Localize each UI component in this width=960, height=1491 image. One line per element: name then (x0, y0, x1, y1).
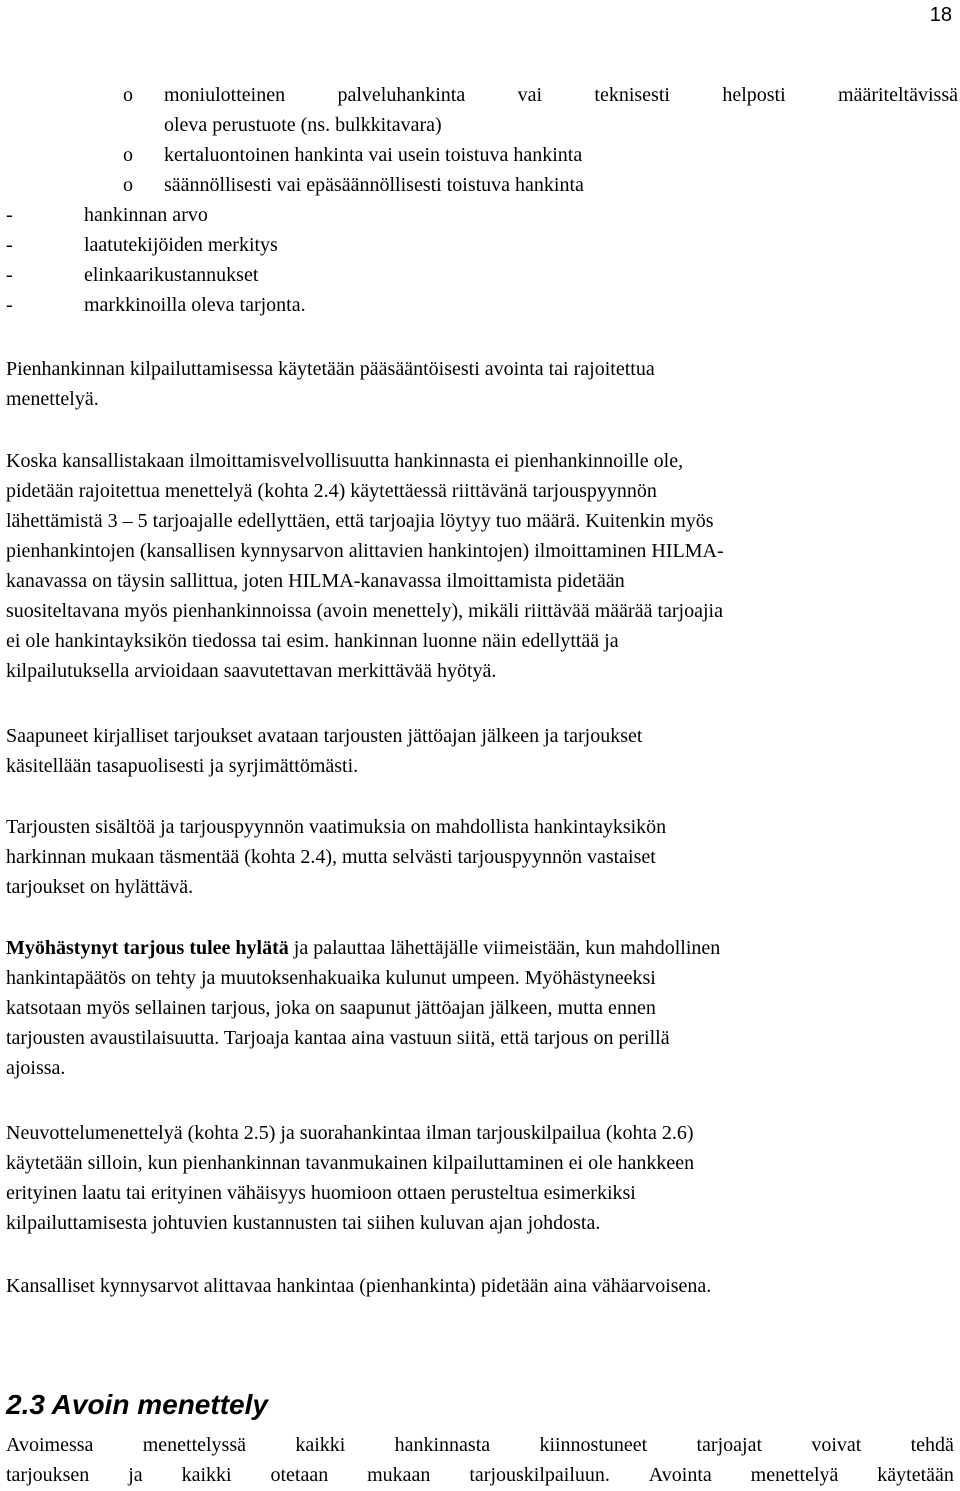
bullet-marker: o (123, 174, 133, 196)
dash-marker: - (6, 264, 13, 286)
paragraph-line: lähettämistä 3 – 5 tarjoajalle edellyttäen, että tarjoajia löytyy tuo määrä. Kuitenkin myös (6, 510, 714, 532)
word: tehdä (910, 1434, 954, 1456)
paragraph-line-justified (6, 1460, 954, 1490)
paragraph-line: ajoissa. (6, 1057, 66, 1079)
dash-item: elinkaarikustannukset (84, 264, 259, 286)
dash-marker: - (6, 234, 13, 256)
paragraph-line: kilpailuttamisesta johtuvien kustannusten tai siihen kuluvan ajan johdosta. (6, 1212, 601, 1234)
dash-marker: - (6, 204, 13, 226)
paragraph-line: käsitellään tasapuolisesti ja syrjimättömästi. (6, 755, 359, 777)
paragraph-line: Saapuneet kirjalliset tarjoukset avataan tarjousten jättöajan jälkeen ja tarjoukset (6, 725, 643, 747)
word: voivat (811, 1434, 862, 1456)
word: Avointa (648, 1464, 712, 1486)
word: käytetään (877, 1464, 954, 1486)
word: otetaan (270, 1464, 329, 1486)
word: hankinnasta (394, 1434, 491, 1456)
bullet-marker: o (123, 84, 133, 106)
bullet-marker: o (123, 144, 133, 166)
word: moniulotteinen (164, 84, 286, 106)
page-number: 18 (929, 4, 952, 26)
paragraph-line: harkinnan mukaan täsmentää (kohta 2.4), mutta selvästi tarjouspyynnön vastaiset (6, 846, 656, 868)
paragraph-line: pienhankintojen (kansallisen kynnysarvon alittavien hankintojen) ilmoittaminen HILMA- (6, 540, 724, 562)
word: kaikki (181, 1464, 232, 1486)
sub-bullet-continuation: oleva perustuote (ns. bulkkitavara) (164, 114, 442, 136)
sub-bullet-text: säännöllisesti vai epäsäännöllisesti toistuva hankinta (164, 174, 584, 196)
paragraph-line: Neuvottelumenettelyä (kohta 2.5) ja suorahankintaa ilman tarjouskilpailua (kohta 2.6) (6, 1122, 694, 1144)
sub-bullet-line (164, 80, 958, 110)
bold-lead: Myöhästynyt tarjous tulee hylätä (6, 937, 289, 959)
paragraph-line: tarjousten avaustilaisuutta. Tarjoaja kantaa aina vastuun siitä, että tarjous on perillä (6, 1027, 670, 1049)
word: menettelyssä (142, 1434, 247, 1456)
paragraph-text: ja palauttaa lähettäjälle viimeistään, kun mahdollinen (288, 937, 721, 959)
paragraph-line: tarjoukset on hylättävä. (6, 876, 194, 898)
word: tarjouksen (6, 1464, 90, 1486)
paragraph-line: käytetään silloin, kun pienhankinnan tavanmukainen kilpailuttaminen ei ole hankkeen (6, 1152, 695, 1174)
word: teknisesti (594, 84, 670, 106)
paragraph-line: erityinen laatu tai erityinen vähäisyys huomioon ottaen perusteltua esimerkiksi (6, 1182, 636, 1204)
paragraph-line: kilpailutuksella arvioidaan saavutettavan merkittävää hyötyä. (6, 660, 497, 682)
word: vai (517, 84, 543, 106)
word: palveluhankinta (337, 84, 466, 106)
dash-marker: - (6, 294, 13, 316)
paragraph-line: kanavassa on täysin sallittua, joten HILMA-kanavassa ilmoittamista pidetään (6, 570, 625, 592)
word: kiinnostuneet (539, 1434, 648, 1456)
paragraph-line: Pienhankinnan kilpailuttamisessa käytetään pääsääntöisesti avointa tai rajoitettua (6, 358, 655, 380)
dash-item: hankinnan arvo (84, 204, 208, 226)
word: kaikki (295, 1434, 346, 1456)
word: tarjoajat (696, 1434, 763, 1456)
word: Avoimessa (6, 1434, 94, 1456)
paragraph-line: Koska kansallistakaan ilmoittamisvelvollisuutta hankinnasta ei pienhankinnoille ole, (6, 450, 684, 472)
word: tarjouskilpailuun. (469, 1464, 610, 1486)
paragraph-line: menettelyä. (6, 388, 99, 410)
paragraph-line: pidetään rajoitettua menettelyä (kohta 2.4) käytettäessä riittävänä tarjouspyynnön (6, 480, 657, 502)
word: mukaan (367, 1464, 431, 1486)
word: menettelyä (750, 1464, 839, 1486)
word: ja (128, 1464, 143, 1486)
paragraph-line: hankintapäätös on tehty ja muutoksenhakuaika kulunut umpeen. Myöhästyneeksi (6, 967, 656, 989)
word: määriteltävissä (838, 84, 958, 106)
dash-item: markkinoilla oleva tarjonta. (84, 294, 306, 316)
word: helposti (722, 84, 786, 106)
paragraph-line (6, 933, 720, 963)
section-heading: 2.3 Avoin menettely (6, 1389, 268, 1420)
paragraph-line: Tarjousten sisältöä ja tarjouspyynnön vaatimuksia on mahdollista hankintayksikön (6, 816, 667, 838)
paragraph-line: suositeltavana myös pienhankinnoissa (avoin menettely), mikäli riittävää määrää tarjoajia (6, 600, 723, 622)
paragraph-line: Kansalliset kynnysarvot alittavaa hankintaa (pienhankinta) pidetään aina vähäarvoisena. (6, 1275, 712, 1297)
paragraph-line: ei ole hankintayksikön tiedossa tai esim. hankinnan luonne näin edellyttää ja (6, 630, 619, 652)
paragraph-line: katsotaan myös sellainen tarjous, joka on saapunut jättöajan jälkeen, mutta ennen (6, 997, 656, 1019)
dash-item: laatutekijöiden merkitys (84, 234, 278, 256)
paragraph-line-justified (6, 1430, 954, 1460)
sub-bullet-text: kertaluontoinen hankinta vai usein toistuva hankinta (164, 144, 583, 166)
